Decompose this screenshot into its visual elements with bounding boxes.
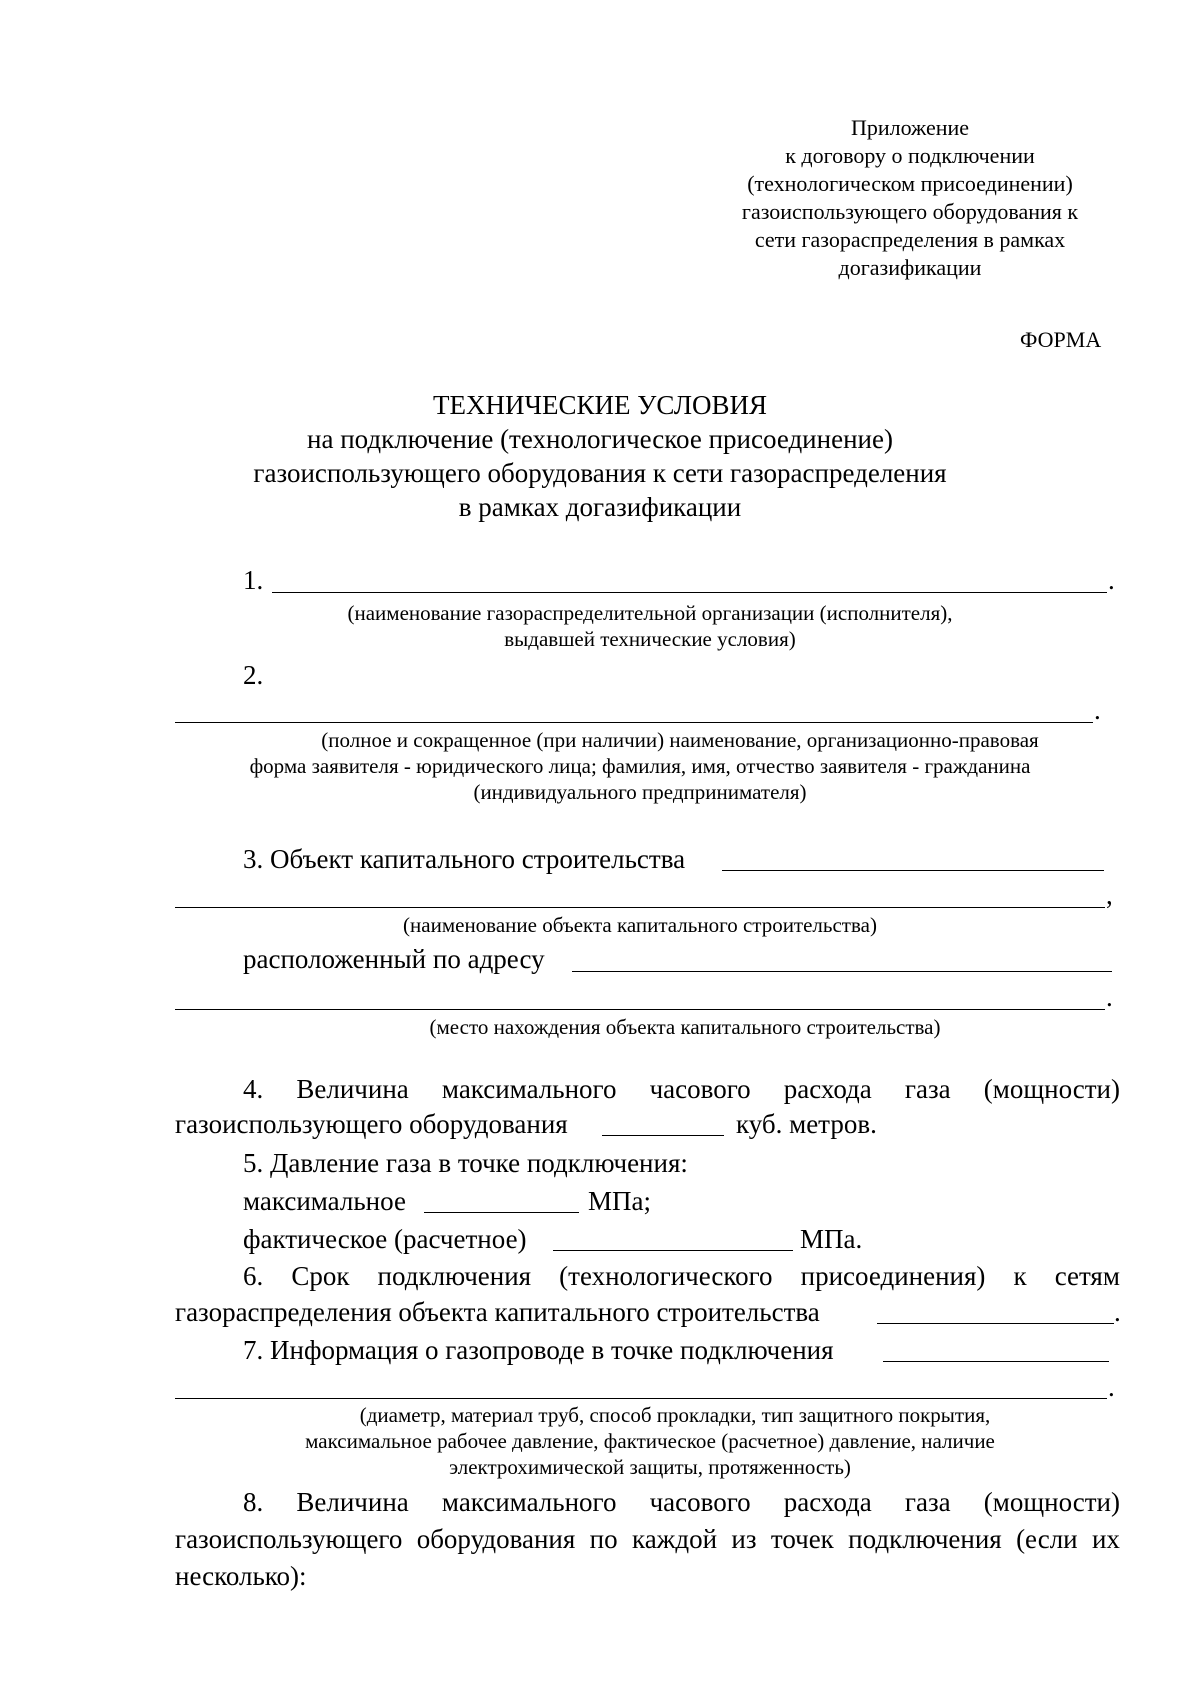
item-1-caption	[250, 600, 1050, 652]
item-1-number: 1.	[243, 565, 264, 595]
item-4-line1	[243, 1072, 1120, 1106]
item-5-label: 5. Давление газа в точке подключения:	[243, 1148, 688, 1178]
word: Величина	[296, 1074, 409, 1104]
caption-line: максимальное рабочее давление, фактическое (расчетное) давление, наличие	[305, 1429, 995, 1453]
title-line: на подключение (технологическое присоединение)	[307, 424, 893, 454]
caption-line: (индивидуального предпринимателя)	[473, 780, 807, 804]
item-6-deadline-field[interactable]	[877, 1323, 1114, 1324]
word: расхода	[783, 1074, 872, 1104]
word: газа	[904, 1074, 951, 1104]
document-title	[175, 388, 1025, 524]
item-8-line3: несколько):	[175, 1561, 307, 1591]
caption-line: (наименование газораспределительной организации (исполнителя),	[347, 601, 953, 625]
word: Срок	[291, 1261, 350, 1291]
word: каждой	[631, 1524, 718, 1554]
item-3-label: 3. Объект капитального строительства	[243, 844, 686, 874]
caption-line: выдавшей технические условия)	[504, 627, 796, 651]
item-5-fact-label: фактическое (расчетное)	[243, 1224, 527, 1254]
item-5-max-unit: МПа;	[588, 1186, 651, 1216]
item-5-max-label: максимальное	[243, 1186, 406, 1216]
word: (мощности)	[983, 1074, 1120, 1104]
item-1-field[interactable]	[272, 592, 1107, 593]
item-8-line2	[175, 1522, 1120, 1556]
word: максимального	[441, 1074, 617, 1104]
item-2-end-punct: .	[1094, 695, 1101, 725]
appendix-line: догазификации	[838, 255, 982, 280]
appendix-line: к договору о подключении	[785, 143, 1035, 168]
word: присоединения)	[800, 1261, 986, 1291]
item-7-field-a[interactable]	[883, 1361, 1109, 1362]
word: их	[1091, 1524, 1120, 1554]
item-1-end-punct: .	[1108, 565, 1115, 595]
word: максимального	[441, 1487, 617, 1517]
word: часового	[649, 1487, 751, 1517]
word: (мощности)	[983, 1487, 1120, 1517]
item-6-end-punct: .	[1114, 1297, 1121, 1327]
caption-line: (диаметр, материал труб, способ прокладки, тип защитного покрытия,	[359, 1403, 991, 1427]
word: сетям	[1054, 1261, 1120, 1291]
item-4-line2-suffix: куб. метров.	[736, 1109, 877, 1139]
item-6-line2-prefix: газораспределения объекта капитального строительства	[175, 1297, 820, 1327]
word: (если	[1016, 1524, 1078, 1554]
word: 4.	[243, 1074, 264, 1104]
word: оборудования	[416, 1524, 576, 1554]
item-5-fact-unit: МПа.	[800, 1224, 863, 1254]
item-3-caption: (наименование объекта капитального строительства)	[403, 913, 877, 937]
item-5-max-field[interactable]	[424, 1212, 579, 1213]
title-main: ТЕХНИЧЕСКИЕ УСЛОВИЯ	[432, 390, 768, 420]
item-2-caption	[175, 727, 1105, 805]
item-3-field-b[interactable]	[175, 907, 1105, 908]
item-3-field-a[interactable]	[722, 870, 1104, 871]
word: 8.	[243, 1487, 264, 1517]
word: (технологического	[559, 1261, 773, 1291]
item-3-address-field-a[interactable]	[572, 971, 1112, 972]
word: газа	[904, 1487, 951, 1517]
item-2-number: 2.	[243, 660, 264, 690]
word: 6.	[243, 1261, 264, 1291]
caption-line: (полное и сокращенное (при наличии) наименование, организационно-правовая	[321, 728, 1039, 752]
item-4-line2-prefix: газоиспользующего оборудования	[175, 1109, 568, 1139]
form-label: ФОРМА	[1020, 327, 1102, 352]
item-3-address-field-b[interactable]	[175, 1009, 1105, 1010]
appendix-block	[720, 114, 1100, 282]
item-3-end-punct: ,	[1106, 880, 1113, 910]
word: подключения	[377, 1261, 532, 1291]
title-line: в рамках догазификации	[458, 492, 742, 522]
item-3-address-caption: (место нахождения объекта капитального строительства)	[429, 1015, 941, 1039]
word: из	[731, 1524, 757, 1554]
caption-line: электрохимической защиты, протяженность)	[449, 1455, 851, 1479]
appendix-line: (технологическом присоединении)	[747, 171, 1073, 196]
item-3-address-end-punct: .	[1106, 982, 1113, 1012]
appendix-line: Приложение	[850, 115, 970, 140]
item-8-line1	[243, 1485, 1120, 1519]
item-7-caption	[175, 1402, 1125, 1480]
item-4-volume-field[interactable]	[602, 1135, 724, 1136]
word: точек	[770, 1524, 834, 1554]
item-7-field-b[interactable]	[175, 1398, 1107, 1399]
appendix-line: сети газораспределения в рамках	[754, 227, 1066, 252]
word: по	[589, 1524, 618, 1554]
caption-line: форма заявителя - юридического лица; фамилия, имя, отчество заявителя - гражданина	[249, 754, 1031, 778]
word: подключения	[848, 1524, 1002, 1554]
word: Величина	[296, 1487, 409, 1517]
word: газоиспользующего	[175, 1524, 403, 1554]
word: к	[1013, 1261, 1027, 1291]
item-2-field[interactable]	[175, 722, 1093, 723]
item-3-address-label: расположенный по адресу	[243, 944, 545, 974]
item-6-line1	[243, 1259, 1120, 1293]
appendix-line: газоиспользующего оборудования к	[741, 199, 1079, 224]
item-7-label: 7. Информация о газопроводе в точке подключения	[243, 1335, 834, 1365]
title-line: газоиспользующего оборудования к сети газораспределения	[253, 458, 947, 488]
item-7-end-punct: .	[1108, 1372, 1115, 1402]
word: часового	[649, 1074, 751, 1104]
word: расхода	[783, 1487, 872, 1517]
item-5-fact-field[interactable]	[553, 1250, 793, 1251]
